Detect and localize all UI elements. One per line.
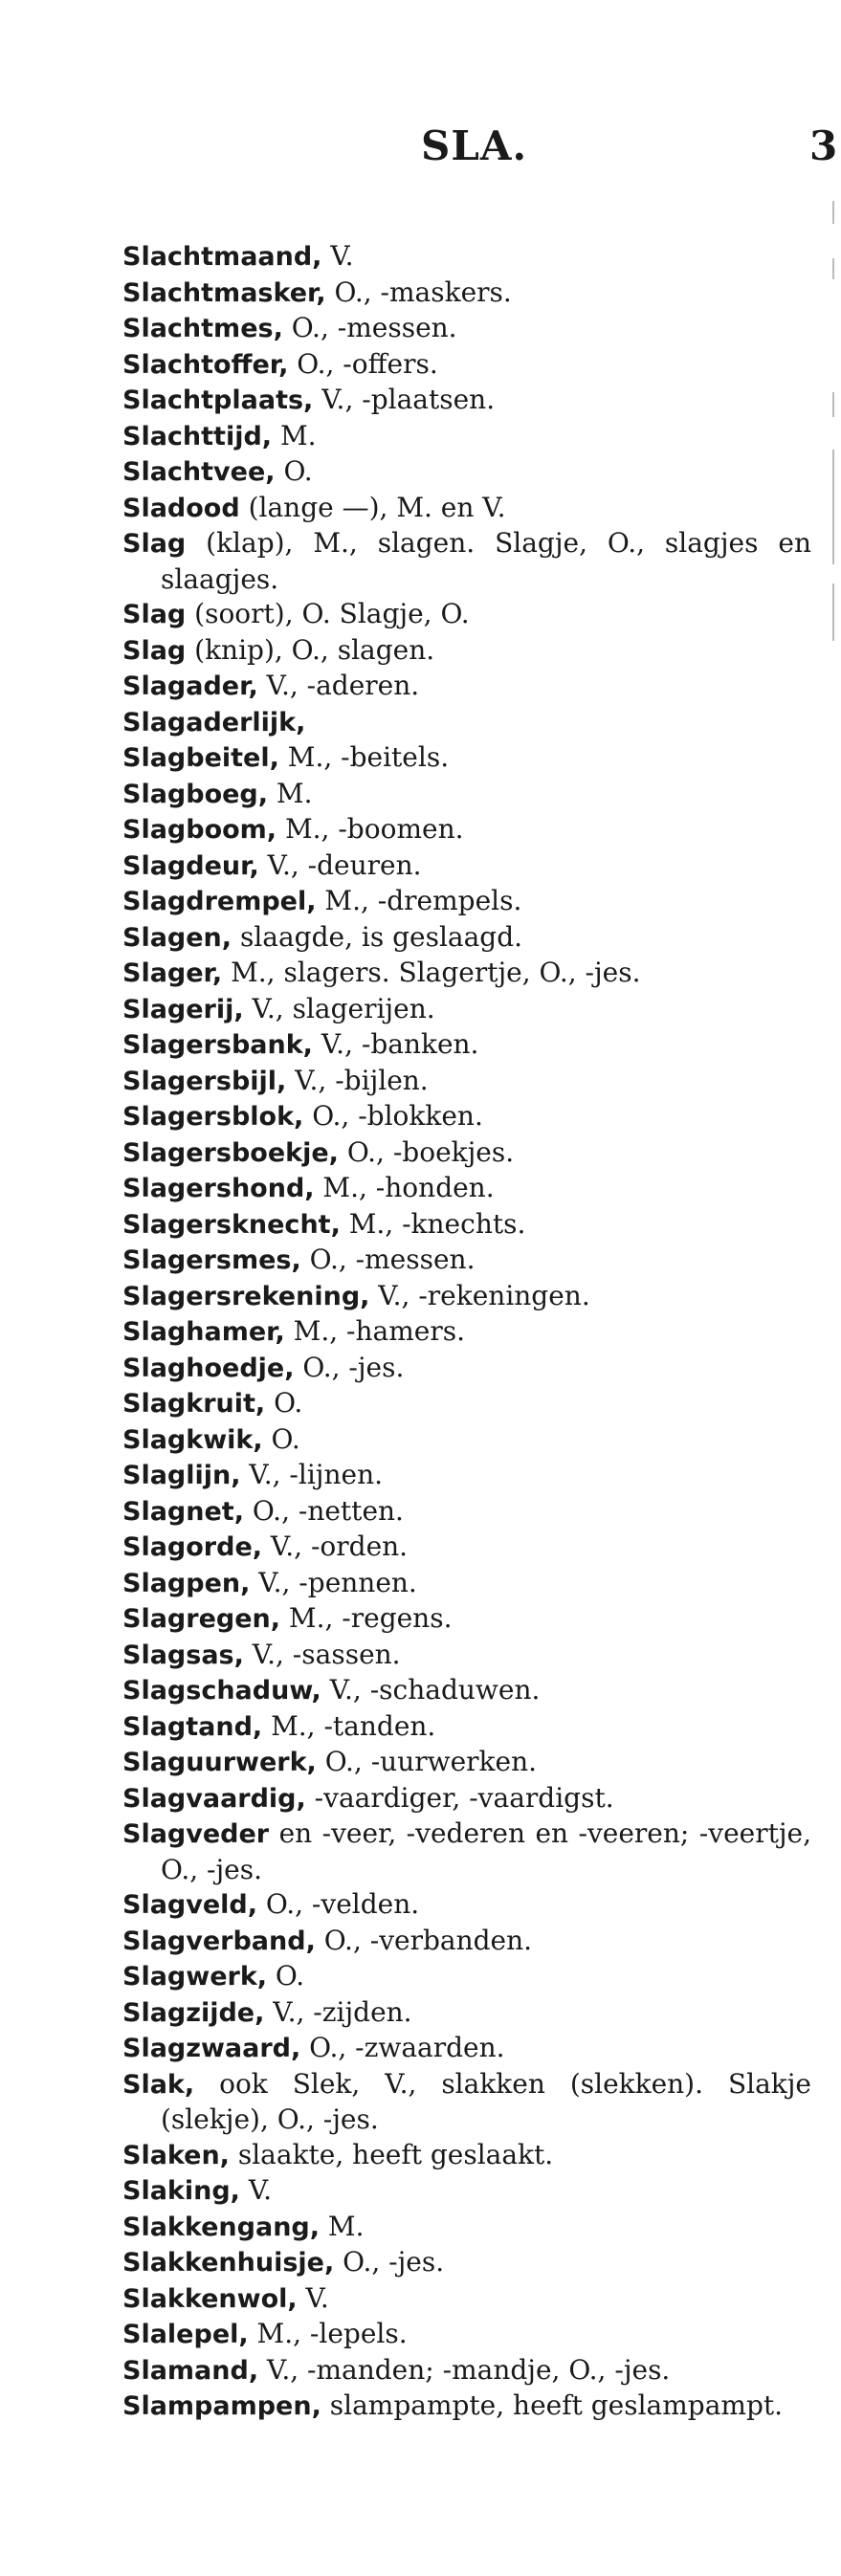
entry-headword: Slagregen, bbox=[122, 1604, 280, 1634]
dictionary-entry bbox=[122, 1422, 811, 1459]
entry-headword: Slagkruit, bbox=[122, 1389, 266, 1419]
entry-headword: Slaglijn, bbox=[122, 1461, 241, 1490]
dictionary-entry bbox=[122, 454, 811, 491]
dictionary-entry bbox=[122, 1171, 811, 1207]
entry-definition: slaakte, heeft geslaakt. bbox=[229, 2138, 554, 2170]
dictionary-entry bbox=[122, 777, 811, 813]
dictionary-entries bbox=[122, 239, 811, 2425]
dictionary-entry bbox=[122, 1995, 811, 2032]
entry-headword: Slagverband, bbox=[122, 1926, 316, 1956]
dictionary-entry bbox=[122, 1924, 811, 1960]
entry-definition: V., -schaduwen. bbox=[321, 1674, 541, 1706]
entry-headword: Slagboeg, bbox=[122, 779, 269, 809]
entry-headword: Slagorde, bbox=[122, 1532, 263, 1562]
entry-headword: Slaghamer, bbox=[122, 1317, 285, 1347]
entry-definition: O., -velden. bbox=[257, 1888, 420, 1920]
dictionary-entry bbox=[122, 920, 811, 957]
dictionary-entry bbox=[122, 633, 811, 670]
dictionary-entry bbox=[122, 705, 811, 741]
entry-definition: M., slagers. Slagertje, O., -jes. bbox=[222, 957, 641, 988]
dictionary-entry bbox=[122, 2281, 811, 2318]
entry-headword: Slachttijd, bbox=[122, 421, 273, 451]
entry-definition: slampampte, heeft geslampampt. bbox=[321, 2389, 784, 2421]
dictionary-entry bbox=[122, 1207, 811, 1244]
dictionary-entry bbox=[122, 1638, 811, 1674]
dictionary-entry bbox=[122, 311, 811, 347]
entry-headword: Slagschaduw, bbox=[122, 1676, 321, 1706]
dictionary-entry bbox=[122, 1064, 811, 1100]
entry-headword: Slagersboekje, bbox=[122, 1137, 339, 1168]
entry-headword: Slagsas, bbox=[122, 1640, 244, 1670]
dictionary-entry bbox=[122, 1027, 811, 1064]
entry-headword: Slak, bbox=[122, 2069, 195, 2100]
entry-headword: Slagveder bbox=[122, 1819, 270, 1849]
entry-definition: V., slagerijen. bbox=[243, 992, 435, 1024]
dictionary-entry bbox=[122, 491, 811, 527]
dictionary-entry bbox=[122, 1709, 811, 1746]
entry-headword: Slag bbox=[122, 529, 187, 559]
entry-definition: V., -sassen. bbox=[243, 1638, 401, 1670]
entry-definition: O., -offers. bbox=[288, 347, 438, 380]
entry-headword: Slachtmaand, bbox=[122, 242, 322, 272]
entry-definition: M., -boomen. bbox=[277, 813, 464, 845]
entry-headword: Slagwerk, bbox=[122, 1962, 268, 1992]
dictionary-entry bbox=[122, 812, 811, 848]
dictionary-entry bbox=[122, 1816, 811, 1887]
entry-definition: O., -uurwerken. bbox=[316, 1746, 538, 1777]
dictionary-entry bbox=[122, 1351, 811, 1387]
entry-definition: V., -zijden. bbox=[264, 1995, 412, 2028]
dictionary-entry bbox=[122, 2389, 811, 2425]
entry-definition: (soort), O. Slagje, O. bbox=[186, 598, 470, 629]
entry-headword: Slagtand, bbox=[122, 1711, 263, 1742]
dictionary-entry bbox=[122, 419, 811, 455]
entry-headword: Slakkengang, bbox=[122, 2212, 320, 2242]
dictionary-entry bbox=[122, 1745, 811, 1781]
entry-definition: slaagde, is geslaagd. bbox=[232, 920, 523, 953]
dictionary-entry bbox=[122, 1314, 811, 1351]
margin-mark bbox=[832, 583, 834, 641]
dictionary-entry bbox=[122, 383, 811, 419]
margin-mark bbox=[832, 258, 834, 279]
dictionary-entry bbox=[122, 526, 811, 597]
entry-definition: O. bbox=[275, 455, 313, 487]
entry-definition: V., -rekeningen. bbox=[369, 1279, 590, 1311]
entry-headword: Slachtvee, bbox=[122, 457, 276, 487]
dictionary-entry bbox=[122, 1386, 811, 1422]
entry-headword: Slachtoffer, bbox=[122, 349, 289, 380]
entry-headword: Slagersrekening, bbox=[122, 1281, 370, 1311]
entry-definition: M., -lepels. bbox=[248, 2318, 408, 2349]
entry-definition: V., -deuren. bbox=[258, 848, 422, 881]
entry-definition: M., -beitels. bbox=[278, 741, 450, 773]
entry-definition: M., -drempels. bbox=[316, 885, 522, 916]
dictionary-entry bbox=[122, 1781, 811, 1817]
entry-definition: O., -blokken. bbox=[303, 1100, 483, 1132]
entry-headword: Slagzwaard, bbox=[122, 2034, 301, 2063]
entry-headword: Sladood bbox=[122, 493, 240, 523]
dictionary-entry bbox=[122, 884, 811, 920]
entry-headword: Slagveld, bbox=[122, 1890, 257, 1920]
entry-headword: Slaghoedje, bbox=[122, 1353, 295, 1383]
margin-mark bbox=[832, 450, 834, 564]
dictionary-entry bbox=[122, 2173, 811, 2210]
entry-headword: Slakkenwol, bbox=[122, 2283, 298, 2314]
entry-definition: V., -manden; -mandje, O., -jes. bbox=[258, 2353, 671, 2386]
entry-headword: Slalepel, bbox=[122, 2320, 249, 2349]
entry-definition: M., -regens. bbox=[280, 1602, 453, 1634]
entry-definition: V. bbox=[239, 2174, 273, 2206]
entry-headword: Slager, bbox=[122, 958, 223, 988]
dictionary-entry bbox=[122, 956, 811, 992]
entry-definition: V., -orden. bbox=[262, 1530, 409, 1562]
entry-headword: Slagvaardig, bbox=[122, 1783, 306, 1814]
dictionary-entry bbox=[122, 1530, 811, 1566]
entry-definition: O., -boekjes. bbox=[338, 1135, 515, 1168]
dictionary-entry bbox=[122, 1601, 811, 1638]
dictionary-entry bbox=[122, 992, 811, 1028]
dictionary-entry bbox=[122, 848, 811, 885]
entry-headword: Slachtplaats, bbox=[122, 385, 314, 415]
entry-headword: Slagerij, bbox=[122, 994, 244, 1024]
entry-headword: Slagpen, bbox=[122, 1568, 251, 1598]
entry-headword: Slagdrempel, bbox=[122, 887, 317, 916]
dictionary-entry bbox=[122, 239, 811, 275]
entry-definition: V. bbox=[321, 240, 354, 272]
dictionary-entry bbox=[122, 2031, 811, 2067]
entry-headword: Slagbeitel, bbox=[122, 743, 279, 773]
entry-definition: O., -netten. bbox=[243, 1494, 404, 1527]
entry-headword: Slagershond, bbox=[122, 1174, 315, 1203]
dictionary-entry bbox=[122, 1279, 811, 1315]
entry-headword: Slaking, bbox=[122, 2176, 240, 2206]
entry-headword: Slag bbox=[122, 635, 187, 666]
dictionary-entry bbox=[122, 2138, 811, 2174]
entry-definition: V., -lijnen. bbox=[240, 1459, 384, 1490]
entry-headword: Slaguurwerk, bbox=[122, 1748, 317, 1777]
entry-definition: V., -banken. bbox=[312, 1028, 479, 1060]
page-number: 3 bbox=[809, 122, 838, 169]
entry-headword: Slagen, bbox=[122, 922, 232, 953]
dictionary-entry bbox=[122, 1458, 811, 1494]
entry-headword: Slagersbank, bbox=[122, 1030, 313, 1060]
dictionary-entry bbox=[122, 347, 811, 384]
entry-definition: O., -jes. bbox=[334, 2246, 445, 2278]
entry-definition: M. bbox=[268, 777, 313, 809]
entry-definition: en -veer, -vederen en -veeren; -veertje, O., -jes. bbox=[161, 1817, 811, 1885]
dictionary-entry bbox=[122, 1887, 811, 1924]
dictionary-entry bbox=[122, 2067, 811, 2138]
entry-definition: (knip), O., slagen. bbox=[186, 633, 435, 666]
entry-definition: O., -messen. bbox=[300, 1244, 476, 1275]
entry-definition: V., -pennen. bbox=[250, 1566, 417, 1598]
entry-headword: Slakkenhuisje, bbox=[122, 2248, 335, 2278]
entry-definition: ook Slek, V., slakken (slekken). Slakje (slekje), O., -jes. bbox=[161, 2067, 811, 2135]
entry-headword: Slachtmes, bbox=[122, 314, 283, 343]
dictionary-entry bbox=[122, 2245, 811, 2281]
dictionary-entry bbox=[122, 669, 811, 705]
entry-headword: Slagnet, bbox=[122, 1496, 244, 1527]
entry-definition: -vaardiger, -vaardigst. bbox=[305, 1781, 614, 1814]
entry-definition: O., -verbanden. bbox=[315, 1924, 533, 1956]
entry-definition: M. bbox=[320, 2210, 365, 2242]
dictionary-entry bbox=[122, 1959, 811, 1995]
entry-definition: M., -knechts. bbox=[340, 1207, 526, 1240]
dictionary-entry bbox=[122, 1243, 811, 1279]
entry-definition: (lange —), M. en V. bbox=[239, 491, 506, 523]
entry-definition: O. bbox=[265, 1387, 303, 1419]
entry-definition: O. bbox=[267, 1960, 305, 1992]
dictionary-entry bbox=[122, 1673, 811, 1709]
entry-headword: Slagdeur, bbox=[122, 850, 259, 881]
dictionary-entry bbox=[122, 1566, 811, 1602]
entry-headword: Slagersblok, bbox=[122, 1102, 304, 1132]
page-header bbox=[0, 122, 841, 180]
entry-definition: M., -tanden. bbox=[262, 1709, 436, 1742]
entry-headword: Slag bbox=[122, 600, 187, 629]
entry-definition: O., -messen. bbox=[282, 312, 457, 343]
entry-definition: M., -hamers. bbox=[284, 1315, 465, 1347]
dictionary-entry bbox=[122, 1135, 811, 1172]
dictionary-entry bbox=[122, 275, 811, 312]
entry-headword: Slaken, bbox=[122, 2140, 230, 2170]
entry-definition: V., -aderen. bbox=[257, 670, 420, 701]
entry-headword: Slampampen, bbox=[122, 2391, 321, 2421]
entry-definition: V. bbox=[297, 2281, 329, 2314]
running-head: SLA. bbox=[421, 122, 528, 169]
entry-definition: O. bbox=[262, 1422, 300, 1455]
entry-definition: (klap), M., slagen. Slagje, O., slagjes en slaagjes. bbox=[161, 527, 811, 595]
dictionary-entry bbox=[122, 1494, 811, 1530]
entry-definition: O., -maskers. bbox=[325, 275, 512, 308]
dictionary-entry bbox=[122, 2210, 811, 2246]
dictionary-entry bbox=[122, 1099, 811, 1135]
margin-marks bbox=[832, 201, 836, 813]
entry-definition: O., -zwaarden. bbox=[300, 2032, 505, 2063]
entry-headword: Slagkwik, bbox=[122, 1424, 263, 1455]
entry-headword: Slagboom, bbox=[122, 815, 277, 845]
dictionary-entry bbox=[122, 740, 811, 777]
dictionary-entry bbox=[122, 597, 811, 633]
entry-headword: Slagaderlijk, bbox=[122, 707, 306, 738]
dictionary-entry bbox=[122, 2317, 811, 2353]
entry-definition: V., -bijlen. bbox=[286, 1064, 429, 1096]
entry-definition: V., -plaatsen. bbox=[313, 384, 496, 415]
entry-headword: Slamand, bbox=[122, 2355, 259, 2386]
margin-mark bbox=[832, 201, 834, 224]
entry-headword: Slachtmasker, bbox=[122, 277, 326, 308]
entry-definition: M. bbox=[272, 419, 317, 451]
entry-headword: Slagzijde, bbox=[122, 1997, 265, 2028]
entry-headword: Slagersmes, bbox=[122, 1245, 301, 1275]
entry-headword: Slagersknecht, bbox=[122, 1209, 341, 1240]
margin-mark bbox=[832, 392, 834, 417]
entry-definition: M., -honden. bbox=[314, 1172, 495, 1203]
entry-headword: Slagader, bbox=[122, 672, 258, 701]
entry-headword: Slagersbijl, bbox=[122, 1066, 287, 1096]
entry-definition: O., -jes. bbox=[294, 1351, 405, 1383]
dictionary-entry bbox=[122, 2353, 811, 2389]
